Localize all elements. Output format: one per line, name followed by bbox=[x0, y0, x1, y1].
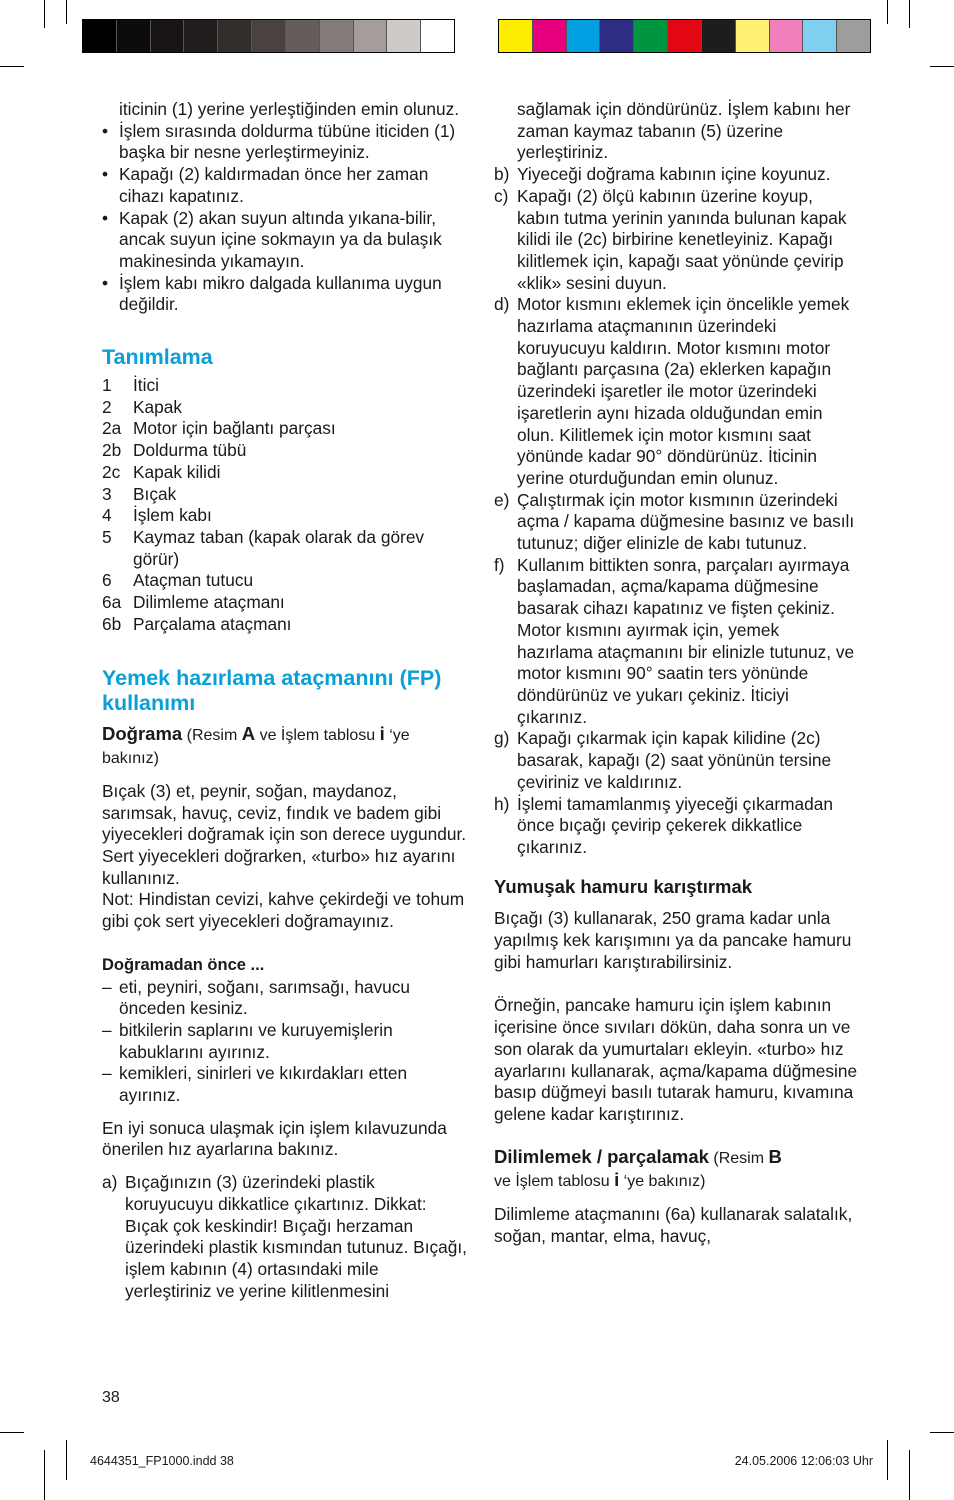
part-label: Motor için bağlantı parçası bbox=[133, 418, 336, 439]
color-swatch bbox=[421, 20, 454, 52]
color-swatch bbox=[354, 20, 388, 52]
part-item bbox=[102, 505, 467, 527]
before-item-text: bitkilerin saplarını ve kuruyemişlerin kabuklarını ayırınız. bbox=[119, 1019, 393, 1062]
before-item bbox=[102, 977, 467, 1020]
part-number: 4 bbox=[102, 505, 112, 526]
part-number: 2 bbox=[102, 396, 112, 417]
color-swatch bbox=[218, 20, 252, 52]
footer-file-info: 4644351_FP1000.indd 38 bbox=[90, 1454, 234, 1468]
heading-fp-usage: Yemek hazırlama ataçmanını (FP) kullanımı bbox=[102, 666, 442, 716]
dough-text-2: Örneğin, pancake hamuru için işlem kabının içerisine önce sıvıları dökün, daha sonra un ve son olarak da yumurtaları ekleyin. «turbo» hız ayarlarını kullanarak, açma/kapama düğmesine basıp düğmeyi basılı tutarak hamuru, kıvamına gelene kadar karıştırınız. bbox=[494, 995, 858, 1124]
color-swatch bbox=[151, 20, 185, 52]
crop-mark bbox=[930, 1432, 954, 1433]
crop-mark bbox=[0, 1432, 24, 1433]
before-item-text: eti, peyniri, soğanı, sarımsağı, havucu önceden kesiniz. bbox=[119, 976, 411, 1019]
dash-marker: – bbox=[102, 1019, 112, 1040]
intro-line: iticinin (1) yerine yerleştiğinden emin olunuz. bbox=[119, 99, 460, 119]
step-a-continued: sağlamak için döndürünüz. İşlem kabını her zaman kaymaz tabanın (5) üzerine yerleştiriniz. bbox=[517, 99, 851, 163]
color-swatch bbox=[634, 20, 668, 52]
part-number: 5 bbox=[102, 526, 112, 547]
step-text: Çalıştırmak için motor kısmının üzerindeki açma / kapama düğmesine basınız ve basılı tutunuz; diğer elinizle de kabı tutunuz. bbox=[517, 489, 855, 554]
crop-mark bbox=[66, 1440, 67, 1480]
footer-timestamp: 24.05.2006 12:06:03 Uhr bbox=[734, 1454, 873, 1468]
right-column bbox=[494, 99, 859, 1247]
before-item-text: kemikleri, sinirleri ve kıkırdakları etten ayırınız. bbox=[119, 1063, 408, 1106]
step-text: Kapağı çıkarmak için kapak kilidine (2c) basarak, kapağı (2) saat yönünün tersine çeviriniz ve kaldırınız. bbox=[517, 728, 832, 792]
part-number: 6a bbox=[102, 592, 122, 613]
part-item bbox=[102, 614, 467, 636]
part-label: Bıçak bbox=[133, 483, 177, 504]
color-swatch bbox=[83, 20, 117, 52]
color-calibration-bar bbox=[498, 19, 871, 53]
before-item bbox=[102, 1063, 467, 1106]
dough-text-1: Bıçağı (3) kullanarak, 250 grama kadar unla yapılmış kek karışımını ya da pancake hamuru gibi hamurları karıştırabilirsiniz. bbox=[494, 908, 852, 972]
steps-list bbox=[494, 164, 859, 859]
part-label: Kapak kilidi bbox=[133, 461, 221, 482]
step-item bbox=[494, 294, 859, 489]
crop-mark bbox=[887, 0, 888, 24]
color-swatch bbox=[252, 20, 286, 52]
slice-label: Dilimlemek / parçalamak bbox=[494, 1145, 709, 1167]
part-label: Doldurma tübü bbox=[133, 440, 247, 461]
caution-item: • Kapağı (2) kaldırmadan önce her zaman cihazı kapatınız. bbox=[102, 164, 467, 207]
step-marker: e) bbox=[494, 489, 510, 510]
part-item bbox=[102, 397, 467, 419]
crop-mark bbox=[930, 66, 954, 67]
step-marker: c) bbox=[494, 185, 509, 206]
part-label: Kaymaz taban (kapak olarak da görev görür) bbox=[133, 526, 425, 569]
part-item bbox=[102, 375, 467, 397]
dograma-title: Doğrama (Resim A ve İşlem tablosu i ‘ye bakınız) bbox=[102, 723, 410, 768]
step-marker: d) bbox=[494, 294, 510, 315]
color-swatch bbox=[837, 20, 870, 52]
color-swatch bbox=[702, 20, 736, 52]
dograma-text: Bıçak (3) et, peynir, soğan, maydanoz, sarımsak, havuç, ceviz, fındık ve badem gibi yiyecekleri doğramak için son derece uygundur. Sert yiyecekleri doğrarken, «turbo» hız ayarını kullanınız. bbox=[102, 780, 467, 888]
color-swatch bbox=[600, 20, 634, 52]
part-number: 2a bbox=[102, 418, 122, 439]
dash-marker: – bbox=[102, 976, 112, 997]
color-swatch bbox=[286, 20, 320, 52]
slice-title: Dilimlemek / parçalamak (Resim B ve İşlem tablosu i ‘ye bakınız) bbox=[494, 1145, 782, 1191]
part-number: 1 bbox=[102, 375, 112, 396]
color-swatch bbox=[803, 20, 837, 52]
color-swatch bbox=[387, 20, 421, 52]
step-item bbox=[494, 490, 859, 555]
color-swatch bbox=[567, 20, 601, 52]
crop-mark bbox=[44, 0, 45, 28]
step-marker: h) bbox=[494, 793, 510, 814]
part-label: Kapak bbox=[133, 396, 183, 417]
caution-list bbox=[102, 121, 467, 316]
step-item bbox=[494, 164, 859, 186]
color-swatch bbox=[668, 20, 702, 52]
step-item bbox=[494, 728, 859, 793]
step-item bbox=[494, 794, 859, 859]
part-item bbox=[102, 570, 467, 592]
before-title: Doğramadan önce ... bbox=[102, 955, 265, 974]
step-a: a) Bıçağınızın (3) üzerindeki plastik koruyucuyu dikkatlice çıkartınız. Dikkat: Bıçak çok keskindir! Bıçağı herzaman üzerindeki plastik kısmından tutunuz. Bıçağı, işlem kabının (4) ortasındaki mile yerleştiriniz ve yerine kilitlenmesini bbox=[102, 1172, 467, 1301]
dograma-label: Doğrama bbox=[102, 723, 183, 745]
grayscale-calibration-bar bbox=[82, 19, 455, 53]
part-item bbox=[102, 484, 467, 506]
part-number: 6 bbox=[102, 570, 112, 591]
note-text: Not: Hindistan cevizi, kahve çekirdeği ve tohum gibi çok sert yiyecekleri doğramayınız. bbox=[102, 889, 465, 932]
color-swatch bbox=[117, 20, 151, 52]
color-swatch bbox=[320, 20, 354, 52]
part-item bbox=[102, 418, 467, 440]
crop-mark bbox=[887, 1440, 888, 1480]
part-label: İşlem kabı bbox=[133, 505, 212, 526]
crop-mark bbox=[909, 1450, 910, 1500]
heading-tanimlama: Tanımlama bbox=[102, 345, 213, 370]
step-text: Kullanım bittikten sonra, parçaları ayırmaya başlamadan, açma/kapama düğmesine basarak cihazı kapatınız ve fişten çekiniz. Motor kısmını ayırmak için, yemek hazırlama ataçmanını bir elinizle tutunuz, ve motor kısmını 90° saatin ters yönünde döndürünüz ve yukarı çekiniz. İticiyi çıkarınız. bbox=[517, 554, 855, 727]
crop-mark bbox=[66, 0, 67, 24]
crop-mark bbox=[909, 0, 910, 28]
step-marker: f) bbox=[494, 554, 505, 575]
part-number: 3 bbox=[102, 483, 112, 504]
part-label: Dilimleme ataçmanı bbox=[133, 592, 285, 613]
part-number: 2c bbox=[102, 461, 121, 482]
part-label: İtici bbox=[133, 375, 159, 396]
step-item bbox=[494, 555, 859, 729]
color-swatch bbox=[770, 20, 804, 52]
left-column bbox=[102, 99, 467, 1302]
part-item bbox=[102, 462, 467, 484]
dash-marker: – bbox=[102, 1063, 112, 1084]
step-text: Yiyeceği doğrama kabının içine koyunuz. bbox=[517, 164, 831, 185]
before-item bbox=[102, 1020, 467, 1063]
best-result-text: En iyi sonuca ulaşmak için işlem kılavuzunda önerilen hız ayarlarına bakınız. bbox=[102, 1117, 447, 1160]
part-label: Ataçman tutucu bbox=[133, 570, 254, 591]
crop-mark bbox=[44, 1450, 45, 1500]
color-swatch bbox=[736, 20, 770, 52]
part-number: 6b bbox=[102, 613, 122, 634]
step-text: İşlemi tamamlanmış yiyeceği çıkarmadan önce bıçağı çevirip çekerek dikkatlice çıkarınız. bbox=[517, 793, 833, 857]
step-item bbox=[494, 186, 859, 295]
part-item bbox=[102, 527, 467, 570]
step-text: Kapağı (2) ölçü kabının üzerine koyup, kabın tutma yerinin yanında bulunan kapak kilidi ile (2c) birbirine kenetleyiniz. Kapağı kilitlemek için, kapağı saat yönünde çevirip «klik» sesini duyun. bbox=[517, 185, 847, 293]
color-swatch bbox=[499, 20, 533, 52]
part-item bbox=[102, 440, 467, 462]
slice-text: Dilimleme ataçmanını (6a) kullanarak salatalık, soğan, mantar, elma, havuç, bbox=[494, 1204, 853, 1246]
parts-list bbox=[102, 375, 467, 635]
part-item bbox=[102, 592, 467, 614]
heading-dough: Yumuşak hamuru karıştırmak bbox=[494, 875, 753, 897]
caution-item: • İşlem kabı mikro dalgada kullanıma uygun değildir. bbox=[102, 273, 467, 316]
page-number: 38 bbox=[102, 1389, 120, 1406]
part-label: Parçalama ataçmanı bbox=[133, 613, 292, 634]
before-list bbox=[102, 977, 467, 1107]
caution-item: • Kapak (2) akan suyun altında yıkana-bilir, ancak suyun içine sokmayın ya da bulaşık makinesinda yıkamayın. bbox=[102, 208, 467, 273]
part-number: 2b bbox=[102, 440, 122, 461]
crop-mark bbox=[0, 66, 24, 67]
step-marker: b) bbox=[494, 164, 510, 185]
color-swatch bbox=[184, 20, 218, 52]
step-text: Motor kısmını eklemek için öncelikle yemek hazırlama ataçmanının üzerindeki koruyucuyu kaldırın. Motor kısmını motor bağlantı parçasına (2a) eklerken kapağın üzerindeki işaretler ile motor üzerindeki işaretlerin aynı hizada olduğundan emin olun. Kilitlemek için motor kısmını saat yönünde kadar 90° döndürünüz. İticinin yerine oturduğundan emin olunuz. bbox=[517, 294, 850, 488]
caution-item: • İşlem sırasında doldurma tübüne iticiden (1) başka bir nesne yerleştirmeyiniz. bbox=[102, 121, 467, 164]
color-swatch bbox=[533, 20, 567, 52]
step-marker: g) bbox=[494, 728, 510, 749]
